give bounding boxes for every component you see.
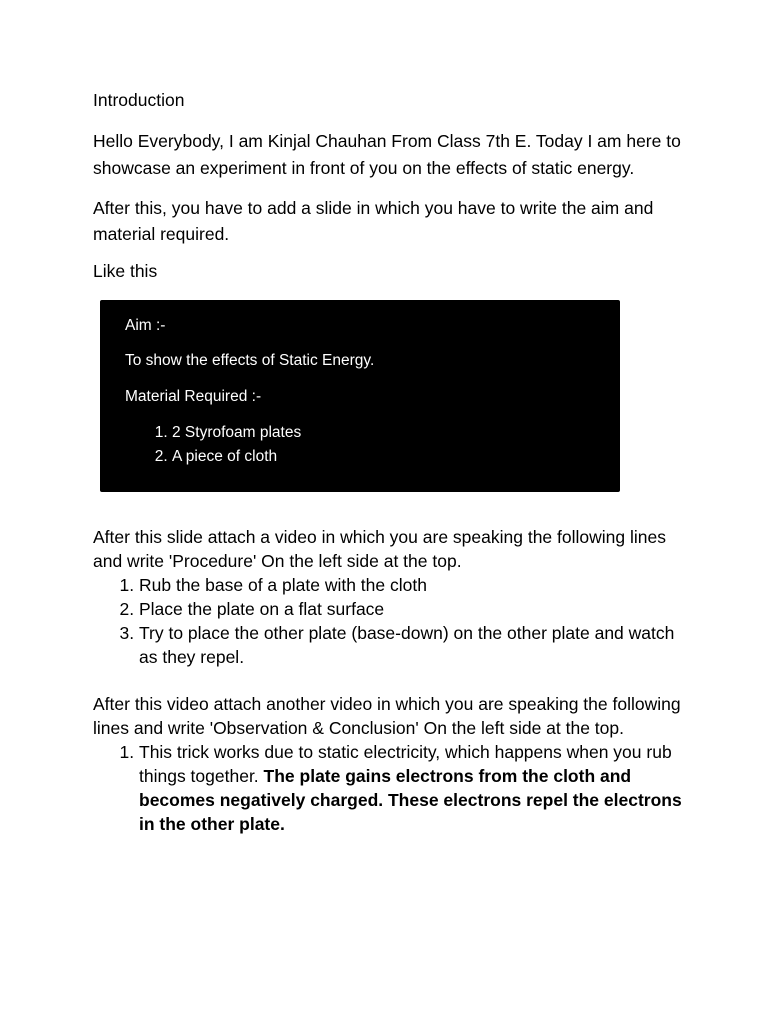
intro-paragraph: Hello Everybody, I am Kinjal Chauhan From Class 7th E. Today I am here to showcase an experiment in front of you on the effects of static energy. — [93, 131, 681, 178]
section-heading: Introduction — [93, 90, 185, 110]
slide-aim-label: Aim :- — [125, 317, 166, 334]
observation-step — [139, 740, 683, 836]
slide-material-item: 2. A piece of cloth — [172, 445, 595, 469]
procedure-step: 1. Rub the base of a plate with the cloth — [139, 573, 683, 597]
document-page — [93, 88, 683, 836]
observation-normal-text: This trick works due to static electricity, which happens when you rub things together. — [139, 742, 672, 786]
observation-bold-text: The plate gains electrons from the cloth and becomes negatively charged. These electrons repel the electrons in the other plate. — [139, 766, 682, 834]
paragraph-gap — [93, 669, 683, 692]
slide-aim-text: To show the effects of Static Energy. — [125, 352, 375, 369]
example-slide — [100, 300, 620, 492]
observation-instruction-paragraph: After this video attach another video in which you are speaking the following lines and write 'Observation & Conclusion' On the left side at the top. — [93, 694, 681, 738]
procedure-instruction-paragraph: After this slide attach a video in which you are speaking the following lines and write 'Procedure' On the left side at the top. — [93, 527, 666, 571]
slide-material-list — [125, 421, 595, 469]
procedure-list — [93, 573, 683, 669]
slide-material-item: 1. 2 Styrofoam plates — [172, 421, 595, 445]
slide-instruction-paragraph: After this, you have to add a slide in which you have to write the aim and material required. — [93, 198, 654, 244]
like-this-label: Like this — [93, 261, 158, 281]
procedure-step: 3. Try to place the other plate (base-down) on the other plate and watch as they repel. — [139, 621, 683, 669]
procedure-step: 2. Place the plate on a flat surface — [139, 597, 683, 621]
observation-list — [93, 740, 683, 836]
slide-material-label: Material Required :- — [125, 388, 262, 405]
